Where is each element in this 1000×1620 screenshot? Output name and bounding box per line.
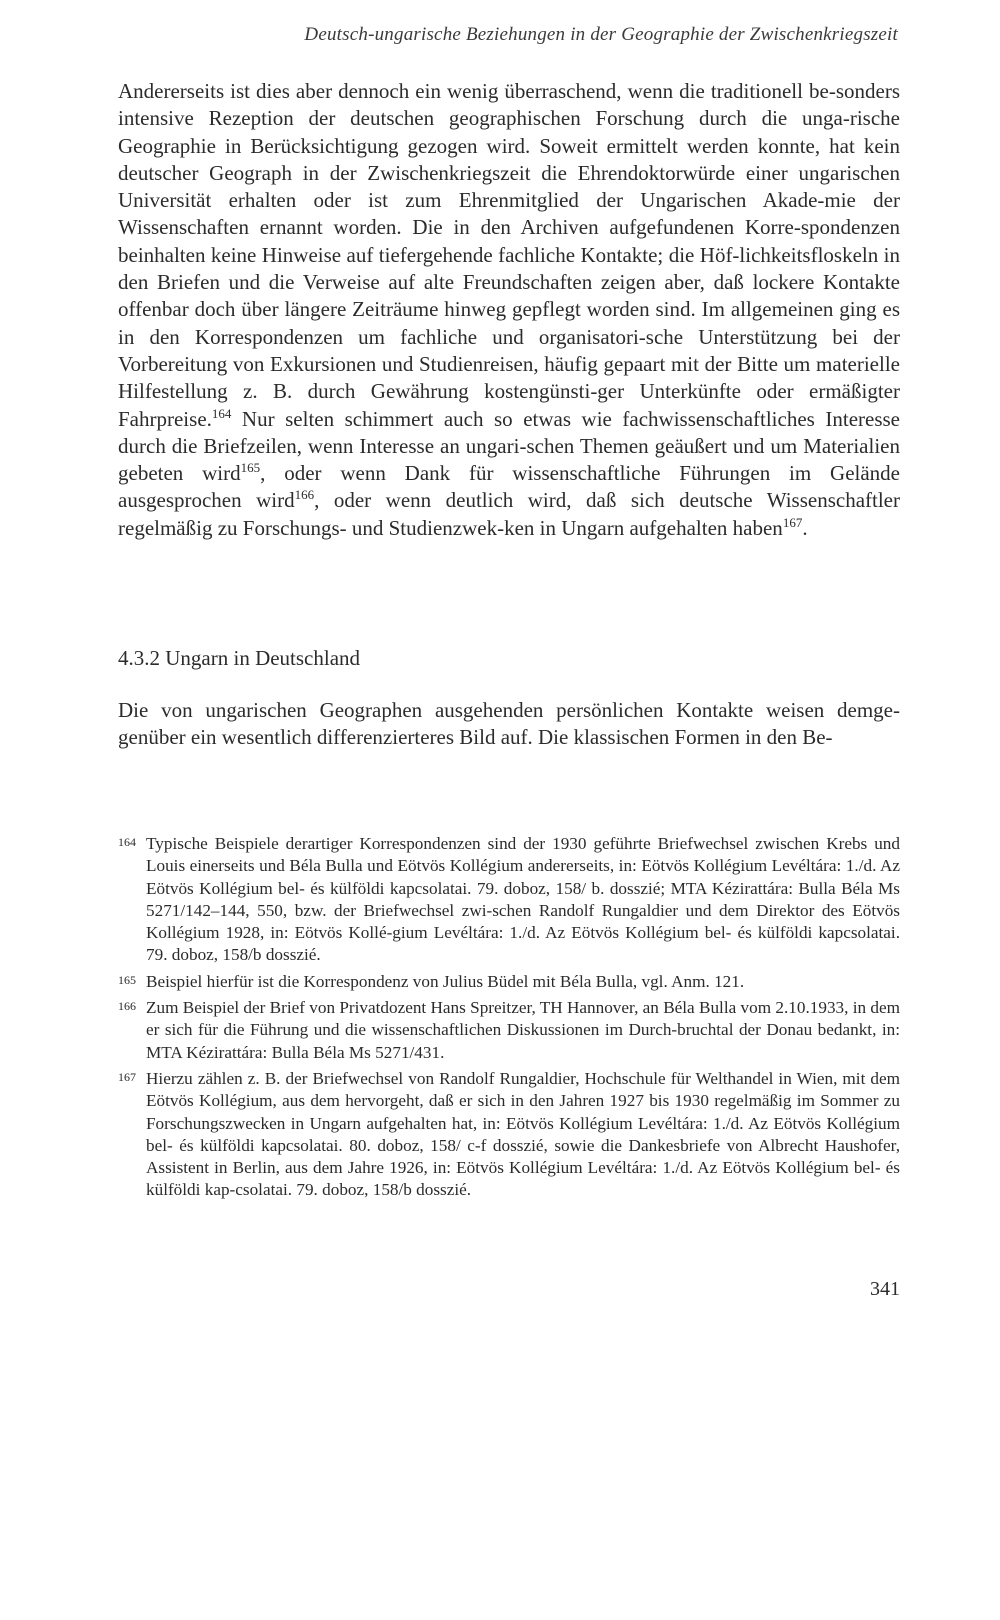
- paragraph-1: [118, 78, 900, 542]
- paragraph-1-text-d: , oder wenn deutlich wird, daß sich deutsche Wissenschaftler regelmäßig zu Forschungs- und Studienzwek-ken in Ungarn aufgehalten haben: [118, 488, 900, 540]
- paragraph-1-text-c: , oder wenn Dank für wissenschaftliche Führungen im Gelände ausgesprochen wird: [118, 461, 901, 513]
- page-number: 341: [870, 1278, 900, 1300]
- footnote-number: 164: [118, 835, 136, 849]
- footnote-164: [118, 833, 900, 967]
- footnotes: [118, 833, 900, 1206]
- footnote-ref-164[interactable]: 164: [211, 405, 232, 421]
- footnote-text: Hierzu zählen z. B. der Briefwechsel von Randolf Rungaldier, Hochschule für Welthandel in Wien, mit dem Eötvös Kollégium, aus dem hervorgeht, daß er sich in den Jahren 1927 bis 1930 regelmäßig im Sommer zu Forschungszwecken in Ungarn aufgehalten hat, in: Eötvös Kollégium Levéltára: 1./d. Az Eötvös Kollégium bel- és külföldi kapcsolatai. 80. doboz, 158/ c-f dosszié, sowie die Dankesbriefe von Albrecht Haushofer, Assistent in Berlin, aus dem Jahre 1926, in: Eötvös Kollégium Levéltára: 1./d. Az Eötvös Kollégium bel- és külföldi kap-csolatai. 79. doboz, 158/b dosszié.: [146, 1068, 900, 1200]
- body-paragraph: [118, 78, 900, 542]
- footnote-167: [118, 1068, 900, 1202]
- paragraph-1-text-a: Andererseits ist dies aber dennoch ein wenig überraschend, wenn die traditionell be-sonders intensive Rezeption der deutschen geographischen Forschung durch die unga-rische Geographie in Berücksichtigung gezogen wird. Soweit ermittelt werden konnte, hat kein deutscher Geograph in der Zwischenkriegszeit die Ehrendoktorwürde einer ungarischen Universität erhalten oder ist zum Ehrenmitglied der Ungarischen Akade-mie der Wissenschaften ernannt worden. Die in den Archiven aufgefundenen Korre-spondenzen beinhalten keine Hinweise auf tiefergehende fachliche Kontakte; die Höf-lichkeitsfloskeln in den Briefen und die Verweise auf alte Freundschaften zeigen aber, daß lockere Kontakte offenbar doch über längere Zeiträume hinweg gepflegt worden sind. Im allgemeinen ging es in den Korrespondenzen um fachliche und organisatori-sche Unterstützung bei der Vorbereitung von Exkursionen und Studienreisen, häufig gepaart mit der Bitte um materielle Hilfestellung z. B. durch Gewährung kostengünsti-ger Unterkünfte oder ermäßigter Fahrpreise.: [118, 79, 900, 431]
- footnote-ref-166[interactable]: 166: [294, 487, 315, 503]
- footnote-ref-165[interactable]: 165: [240, 460, 261, 476]
- footnote-ref-167[interactable]: 167: [782, 514, 803, 530]
- paragraph-1-text-e: .: [802, 515, 808, 540]
- running-head: Deutsch-ungarische Beziehungen in der Geographie der Zwischenkriegszeit: [304, 24, 898, 45]
- footnote-166: [118, 997, 900, 1064]
- paragraph-1-text-b: Nur selten schimmert auch so etwas wie fachwissenschaftliches Interesse durch die Briefzeilen, wenn Interesse an ungari-schen Themen geäußert und um Materialien gebeten wird: [118, 406, 900, 486]
- section-heading: 4.3.2 Ungarn in Deutschland: [118, 646, 361, 670]
- footnote-number: 166: [118, 999, 136, 1014]
- footnote-text: Beispiel hierfür ist die Korrespondenz von Julius Büdel mit Béla Bulla, vgl. Anm. 121.: [146, 971, 745, 991]
- footnote-number: 165: [118, 972, 136, 987]
- footnote-text: Zum Beispiel der Brief von Privatdozent Hans Spreitzer, TH Hannover, an Béla Bulla vom 2.10.1933, in dem er sich für die Führung und die wissenschaftlichen Diskussionen im Durch-bruchtal der Donau bedankt, in: MTA Kézirattára: Bulla Béla Ms 5271/431.: [146, 998, 900, 1062]
- footnote-165: [118, 971, 900, 993]
- footnote-text: Typische Beispiele derartiger Korrespondenzen sind der 1930 geführte Briefwechsel zwischen Krebs und Louis einerseits und Béla Bulla und Eötvös Kollégium andererseits, in: Eötvös Kollégium Levéltára: 1./d. Az Eötvös Kollégium bel- és külföldi kapcsolatai. 79. doboz, 158/ b. dosszié; MTA Kézirattára: Bulla Béla Ms 5271/142–144, 550, bzw. der Briefwechsel zwi-schen Randolf Rungaldier und dem Direktor des Eötvös Kollégium 1928, in: Eötvös Kollé-gium Levéltára: 1./d. Az Eötvös Kollégium bel- és külföldi kapcsolatai. 79. doboz, 158/b dosszié.: [146, 834, 900, 965]
- paragraph-2: Die von ungarischen Geographen ausgehenden persönlichen Kontakte weisen demge-genüber ein wesentlich differenzierteres Bild auf. Die klassischen Formen in den Be-: [118, 698, 900, 750]
- footnote-number: 167: [118, 1069, 136, 1084]
